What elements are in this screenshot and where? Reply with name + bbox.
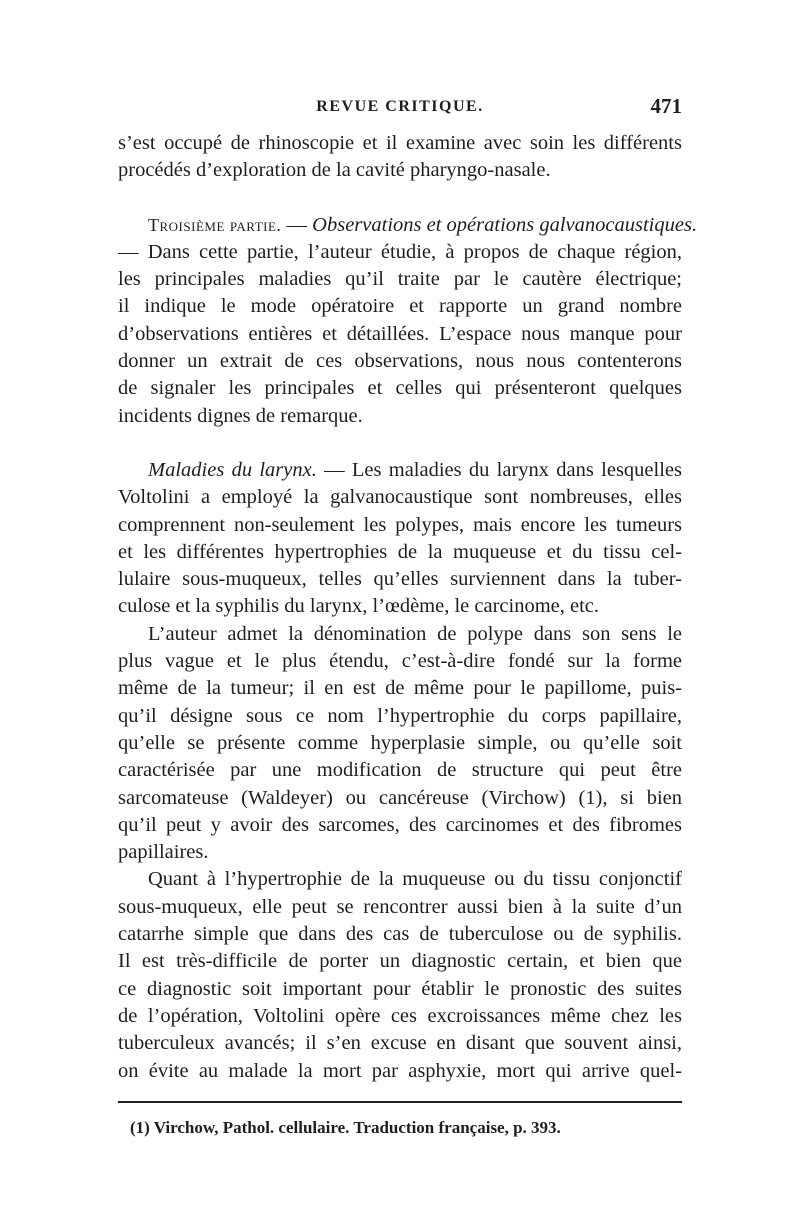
- footnote: (1) Virchow, Pathol. cellulaire. Traduction française, p. 393.: [130, 1118, 561, 1137]
- footnote-divider: [118, 1101, 682, 1103]
- text-line: qu’il peut y avoir des sarcomes, des carcinomes et des fibromes: [118, 813, 682, 836]
- text-line: on évite au malade la mort par asphyxie, mort qui arrive quel-: [118, 1059, 682, 1082]
- text-line: comprennent non-seulement les polypes, mais encore les tumeurs: [118, 513, 682, 536]
- text-line: lulaire sous-muqueux, telles qu’elles surviennent dans la tuber-: [118, 568, 682, 591]
- text-line: d’observations entières et détaillées. L’espace nous manque pour: [118, 322, 682, 345]
- subsection-heading: Maladies du larynx.: [148, 458, 317, 481]
- section-subtitle: Observations et opérations galvanocaustiques.: [312, 213, 698, 236]
- text-line: il indique le mode opératoire et rapporte un grand nombre: [118, 295, 682, 318]
- text-line: qu’elle se présente comme hyperplasie simple, ou qu’elle soit: [118, 731, 682, 754]
- page-number: 471: [650, 94, 682, 118]
- text-line: incidents dignes de remarque.: [118, 404, 363, 427]
- text-line: de l’opération, Voltolini opère ces excroissances même chez les: [118, 1004, 682, 1027]
- text-line: tuberculeux avancés; il s’en excuse en disant que souvent ainsi,: [118, 1032, 682, 1055]
- section-heading: Troisième partie.: [148, 214, 282, 235]
- text-line: procédés d’exploration de la cavité pharyngo-nasale.: [118, 159, 551, 182]
- text-line: donner un extrait de ces observations, nous nous contenterons: [118, 350, 682, 373]
- text-line: Il est très-difficile de porter un diagnostic certain, et bien que: [118, 950, 682, 973]
- text-line: culose et la syphilis du larynx, l’œdème, le carcinome, etc.: [118, 595, 600, 618]
- page-header: [118, 96, 682, 126]
- text-line: ce diagnostic soit important pour établir le pronostic des suites: [118, 977, 682, 1000]
- text-line: — Dans cette partie, l’auteur étudie, à propos de chaque région,: [118, 240, 682, 263]
- heading-dash: —: [281, 213, 313, 236]
- subsection-heading-line: [118, 457, 682, 484]
- text-line: L’auteur admet la dénomination de polype dans son sens le: [148, 622, 682, 645]
- subsection-heading-rest: — Les maladies du larynx dans lesquelles: [316, 458, 682, 481]
- text-line: sarcomateuse (Waldeyer) ou cancéreuse (Virchow) (1), si bien: [118, 786, 682, 809]
- text-line: de signaler les principales et celles qui présenteront quelques: [118, 377, 682, 400]
- text-line: même de la tumeur; il en est de même pour le papillome, puis-: [118, 677, 682, 700]
- text-line: s’est occupé de rhinoscopie et il examine avec soin les différents: [118, 132, 682, 154]
- text-line: plus vague et le plus étendu, c’est-à-dire fondé sur la forme: [118, 650, 682, 673]
- text-line: caractérisée par une modification de structure qui peut être: [118, 759, 682, 782]
- text-line: Quant à l’hypertrophie de la muqueuse ou du tissu conjonctif: [148, 868, 682, 891]
- body-text: [118, 130, 698, 1085]
- text-line: sous-muqueux, elle peut se rencontrer aussi bien à la suite d’un: [118, 895, 682, 918]
- text-line: Voltolini a employé la galvanocaustique sont nombreuses, elles: [118, 486, 682, 509]
- section-heading-line: [118, 212, 698, 239]
- text-line: qu’il désigne sous ce nom l’hypertrophie du corps papillaire,: [118, 704, 682, 727]
- text-line: et les différentes hypertrophies de la muqueuse et du tissu cel-: [118, 540, 682, 563]
- text-line: les principales maladies qu’il traite par le cautère électrique;: [118, 268, 682, 291]
- text-line: papillaires.: [118, 841, 209, 864]
- running-title: REVUE CRITIQUE.: [316, 98, 484, 115]
- text-line: catarrhe simple que dans des cas de tuberculose ou de syphilis.: [118, 923, 682, 946]
